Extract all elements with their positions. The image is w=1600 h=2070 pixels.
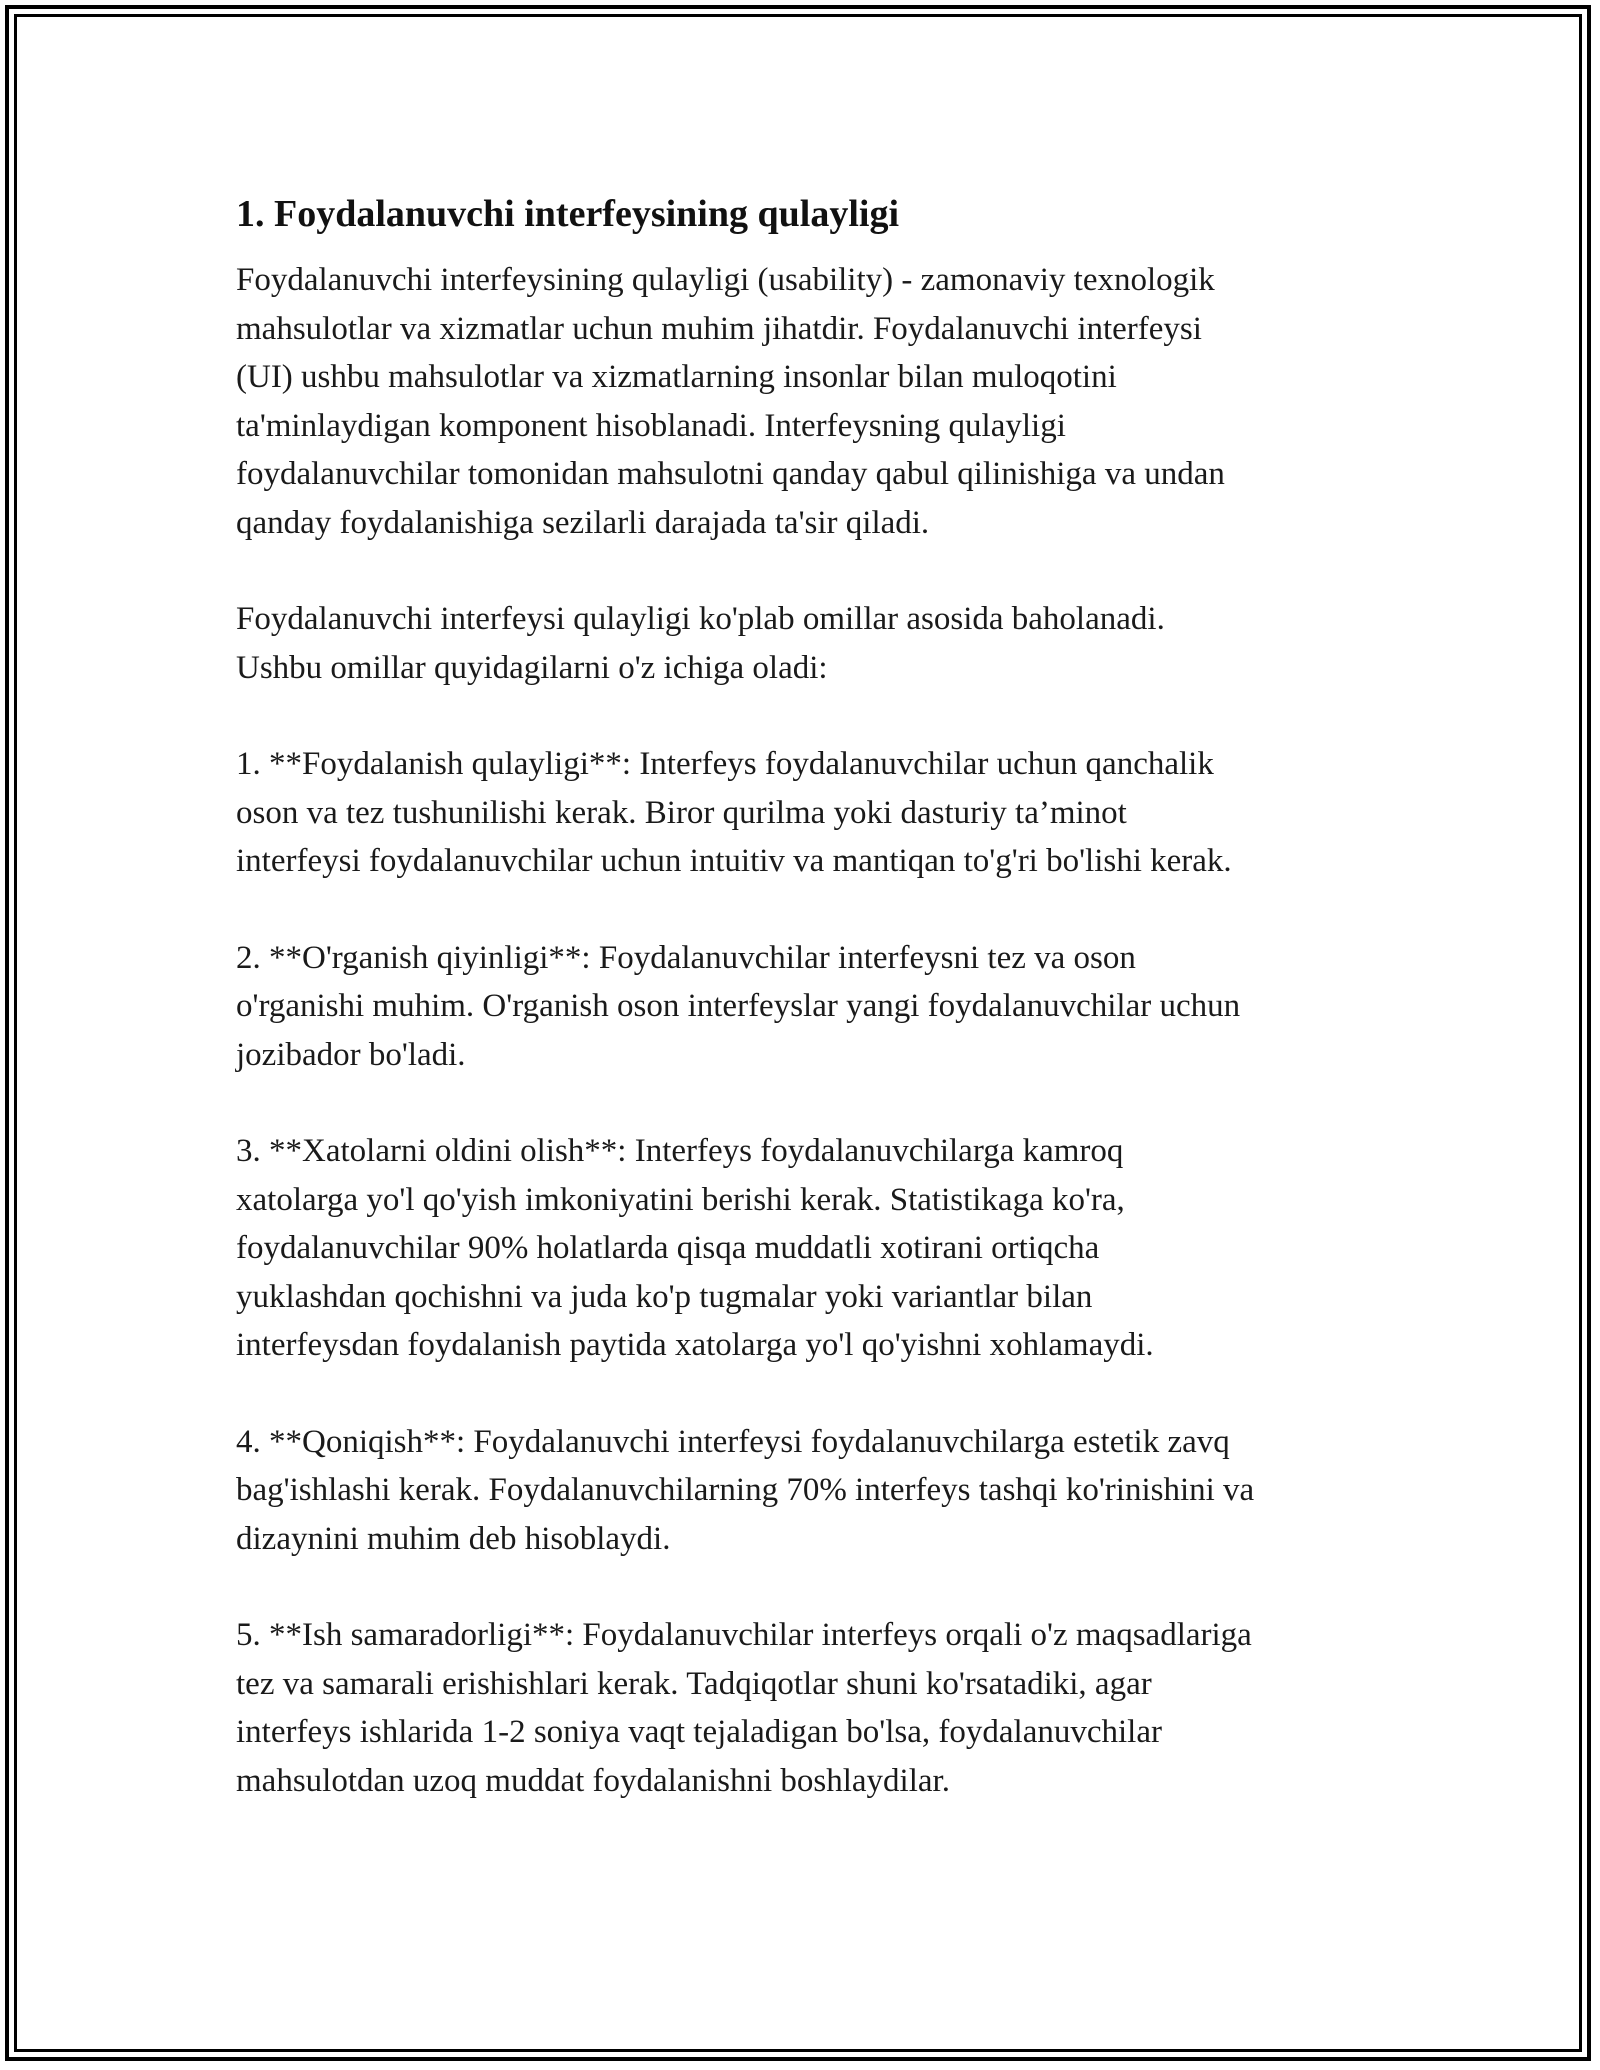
text-line: dizaynini muhim deb hisoblaydi.	[236, 1520, 671, 1557]
factors-intro-paragraph	[236, 595, 1386, 692]
text-line: jozibador bo'ladi.	[236, 1036, 466, 1073]
factor-item-5	[236, 1611, 1386, 1805]
document-body	[236, 188, 1386, 1853]
text-line: bag'ishlashi kerak. Foydalanuvchilarning 70% interfeys tashqi ko'rinishini va	[236, 1472, 1255, 1508]
text-line: Foydalanuvchi interfeysining qulayligi (usability) - zamonaviy texnologik	[236, 262, 1215, 298]
text-line: xatolarga yo'l qo'yish imkoniyatini berishi kerak. Statistikaga ko'ra,	[236, 1181, 1125, 1218]
text-line: interfeysdan foydalanish paytida xatolarga yo'l qo'yishni xohlamaydi.	[236, 1327, 1154, 1363]
text-line: Ushbu omillar quyidagilarni o'z ichiga oladi:	[236, 649, 828, 686]
factor-item-2	[236, 934, 1386, 1080]
text-line: mahsulotlar va xizmatlar uchun muhim jihatdir. Foydalanuvchi interfeysi	[236, 310, 1202, 347]
text-line: oson va tez tushunilishi kerak. Biror qurilma yoki dasturiy ta’minot	[236, 794, 1127, 831]
text-line: (UI) ushbu mahsulotlar va xizmatlarning insonlar bilan muloqotini	[236, 359, 1117, 395]
text-line: interfeys ishlarida 1-2 soniya vaqt tejaladigan bo'lsa, foydalanuvchilar	[236, 1714, 1162, 1750]
factor-item-1	[236, 740, 1386, 886]
text-line: interfeysi foydalanuvchilar uchun intuitiv va mantiqan to'g'ri bo'lishi kerak.	[236, 843, 1232, 879]
text-line: tez va samarali erishishlari kerak. Tadqiqotlar shuni ko'rsatadiki, agar	[236, 1665, 1152, 1702]
factor-item-4	[236, 1418, 1386, 1564]
text-line: Foydalanuvchi interfeysi qulayligi ko'plab omillar asosida baholanadi.	[236, 601, 1165, 637]
text-line: 4. **Qoniqish**: Foydalanuvchi interfeysi foydalanuvchilarga estetik zavq	[236, 1423, 1230, 1460]
text-line: 2. **O'rganish qiyinligi**: Foydalanuvchilar interfeysni tez va oson	[236, 939, 1136, 976]
text-line: o'rganishi muhim. O'rganish oson interfeyslar yangi foydalanuvchilar uchun	[236, 988, 1241, 1024]
text-line: foydalanuvchilar tomonidan mahsulotni qanday qabul qilinishiga va undan	[236, 456, 1225, 492]
text-line: 5. **Ish samaradorligi**: Foydalanuvchilar interfeys orqali o'z maqsadlariga	[236, 1617, 1252, 1653]
text-line: ta'minlaydigan komponent hisoblanadi. Interfeysning qulayligi	[236, 407, 1066, 444]
section-heading: 1. Foydalanuvchi interfeysining qulayligi	[236, 193, 899, 235]
text-line: 1. **Foydalanish qulayligi**: Interfeys foydalanuvchilar uchun qanchalik	[236, 746, 1214, 782]
text-line: foydalanuvchilar 90% holatlarda qisqa muddatli xotirani ortiqcha	[236, 1230, 1100, 1266]
intro-paragraph	[236, 256, 1386, 547]
factor-item-3	[236, 1127, 1386, 1370]
text-line: 3. **Xatolarni oldini olish**: Interfeys foydalanuvchilarga kamroq	[236, 1133, 1124, 1169]
text-line: yuklashdan qochishni va juda ko'p tugmalar yoki variantlar bilan	[236, 1278, 1093, 1315]
text-line: qanday foydalanishiga sezilarli darajada ta'sir qiladi.	[236, 504, 930, 541]
text-line: mahsulotdan uzoq muddat foydalanishni boshlaydilar.	[236, 1762, 950, 1799]
